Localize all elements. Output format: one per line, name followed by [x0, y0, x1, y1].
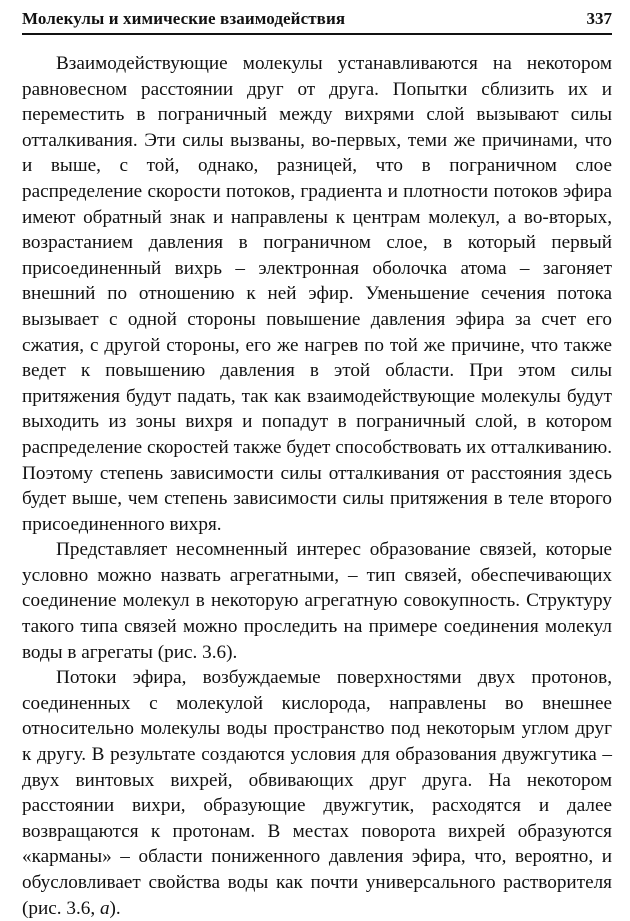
running-title: Молекулы и химические взаимодействия: [22, 9, 346, 28]
running-header: [22, 8, 612, 35]
paragraph-1: Взаимодействующие молекулы устанавливаются на некотором равновесном расстоянии друг от друга. Попытки сблизить их и переместить в пограничный между вихрями слой вызывают силы отталкивания. Эти силы вызваны, во-первых, теми же причинами, что и выше, с той, однако, разницей, что в пограничном слое распределение скорости потоков, градиента и плотности потоков эфира имеют обратный знак и направлены к центрам молекул, а во-вторых, возрастанием давления в пограничном слое, в который первый присоединенный вихрь – электронная оболочка атома – загоняет внешний по отношению к ней эфир. Уменьшение сечения потока вызывает с одной стороны повышение давления эфира за счет его сжатия, с другой стороны, его же нагрев по той же причине, что также ведет к повышению давления в этой области. При этом силы притяжения будут падать, так как взаимодействующие молекулы будут выходить из зоны вихря и попадут в пограничный слой, в котором распределение скоростей также будет способствовать их отталкиванию. Поэтому степень зависимости силы отталкивания от расстояния здесь будет выше, чем степень зависимости силы притяжения в теле второго присоединенного вихря.: [22, 53, 612, 535]
paragraph-2: Представляет несомненный интерес образование связей, которые условно можно назвать агрегатными, – тип связей, обеспечивающих соединение молекул в некоторую агрегатную совокупность. Структуру такого типа связей можно проследить на примере соединения молекул воды в агрегаты (рис. 3.6).: [22, 539, 612, 663]
book-page: [22, 8, 612, 921]
figure-part-label: а: [99, 897, 110, 919]
body-text: [22, 51, 612, 921]
paragraph-3-end: ).: [109, 897, 121, 919]
paragraph-3-text: Потоки эфира, возбуждаемые поверхностями двух протонов, соединенных с молекулой кислорода, направлены во внешнее относительно молекулы воды пространство под некоторым углом друг к другу. В результате создаются условия для образования двужгутика – двух винтовых вихрей, обвивающих друг друга. На некотором расстоянии вихри, образующие двужгутик, расходятся и далее возвращаются к протонам. В местах поворота вихрей образуются «карманы» – области пониженного давления эфира, что, вероятно, и обусловливает свойства воды как почти универсального растворителя (рис. 3.6,: [22, 667, 612, 919]
paragraph-3: [22, 665, 612, 921]
page-number: 337: [586, 9, 612, 28]
